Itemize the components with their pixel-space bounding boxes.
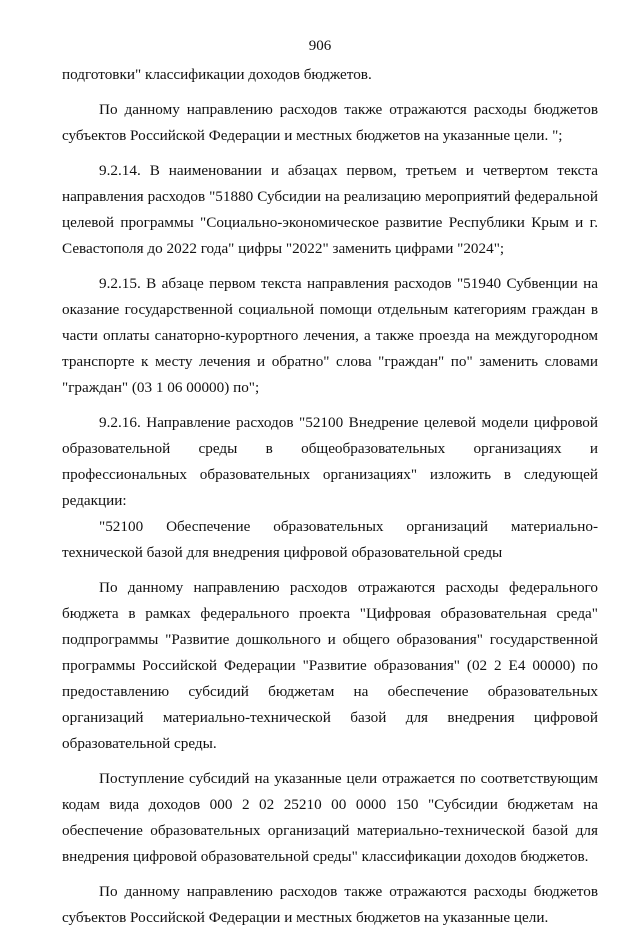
paragraph-9-2-14: 9.2.14. В наименовании и абзацах первом, третьем и четвертом текста направления расходов "51880 Субсидии на реализацию мероприятий федеральной целевой программы "Социально-экономическое развитие Республики Крым и г. Севастополя до 2022 года" цифры "2022" заменить цифрами "2024";: [62, 162, 598, 257]
paragraph-federal-budget: По данному направлению расходов отражаются расходы федерального бюджета в рамках федерального проекта "Цифровая образовательная среда" подпрограммы "Развитие дошкольного и общего образования" государственной программы Российской Федерации "Развитие образования" (02 2 Е4 00000) по предоставлению субсидий бюджетам на обеспечение образовательных организаций материально-технической базой для внедрения цифровой образовательной среды.: [62, 579, 598, 752]
document-body: [62, 62, 598, 931]
page-number: 906: [308, 38, 332, 54]
paragraph-9-2-15: 9.2.15. В абзаце первом текста направления расходов "51940 Субвенции на оказание государственной социальной помощи отдельным категориям граждан в части оплаты санаторно-курортного лечения, а также проезда на междугородном транспорте к месту лечения и обратно" слова "граждан" по" заменить словами "граждан" (03 1 06 00000) по";: [62, 275, 598, 396]
paragraph-continuation: подготовки" классификации доходов бюджетов.: [62, 66, 372, 83]
paragraph-52100-title: "52100 Обеспечение образовательных организаций материально-технической базой для внедрения цифровой образовательной среды: [62, 518, 598, 561]
paragraph-note-regional-budgets-2: По данному направлению расходов также отражаются расходы бюджетов субъектов Российской Федерации и местных бюджетов на указанные цели.: [62, 883, 598, 926]
paragraph-subsidy-income: Поступление субсидий на указанные цели отражается по соответствующим кодам вида доходов 000 2 02 25210 00 0000 150 "Субсидии бюджетам на обеспечение образовательных организаций материально-технической базой для внедрения цифровой образовательной среды" классификации доходов бюджетов.: [62, 770, 598, 865]
paragraph-9-2-16: 9.2.16. Направление расходов "52100 Внедрение целевой модели цифровой образовательной среды в общеобразовательных организациях и профессиональных образовательных организациях" изложить в следующей редакции:: [62, 414, 598, 509]
paragraph-note-regional-budgets: По данному направлению расходов также отражаются расходы бюджетов субъектов Российской Федерации и местных бюджетов на указанные цели. ";: [62, 101, 598, 144]
